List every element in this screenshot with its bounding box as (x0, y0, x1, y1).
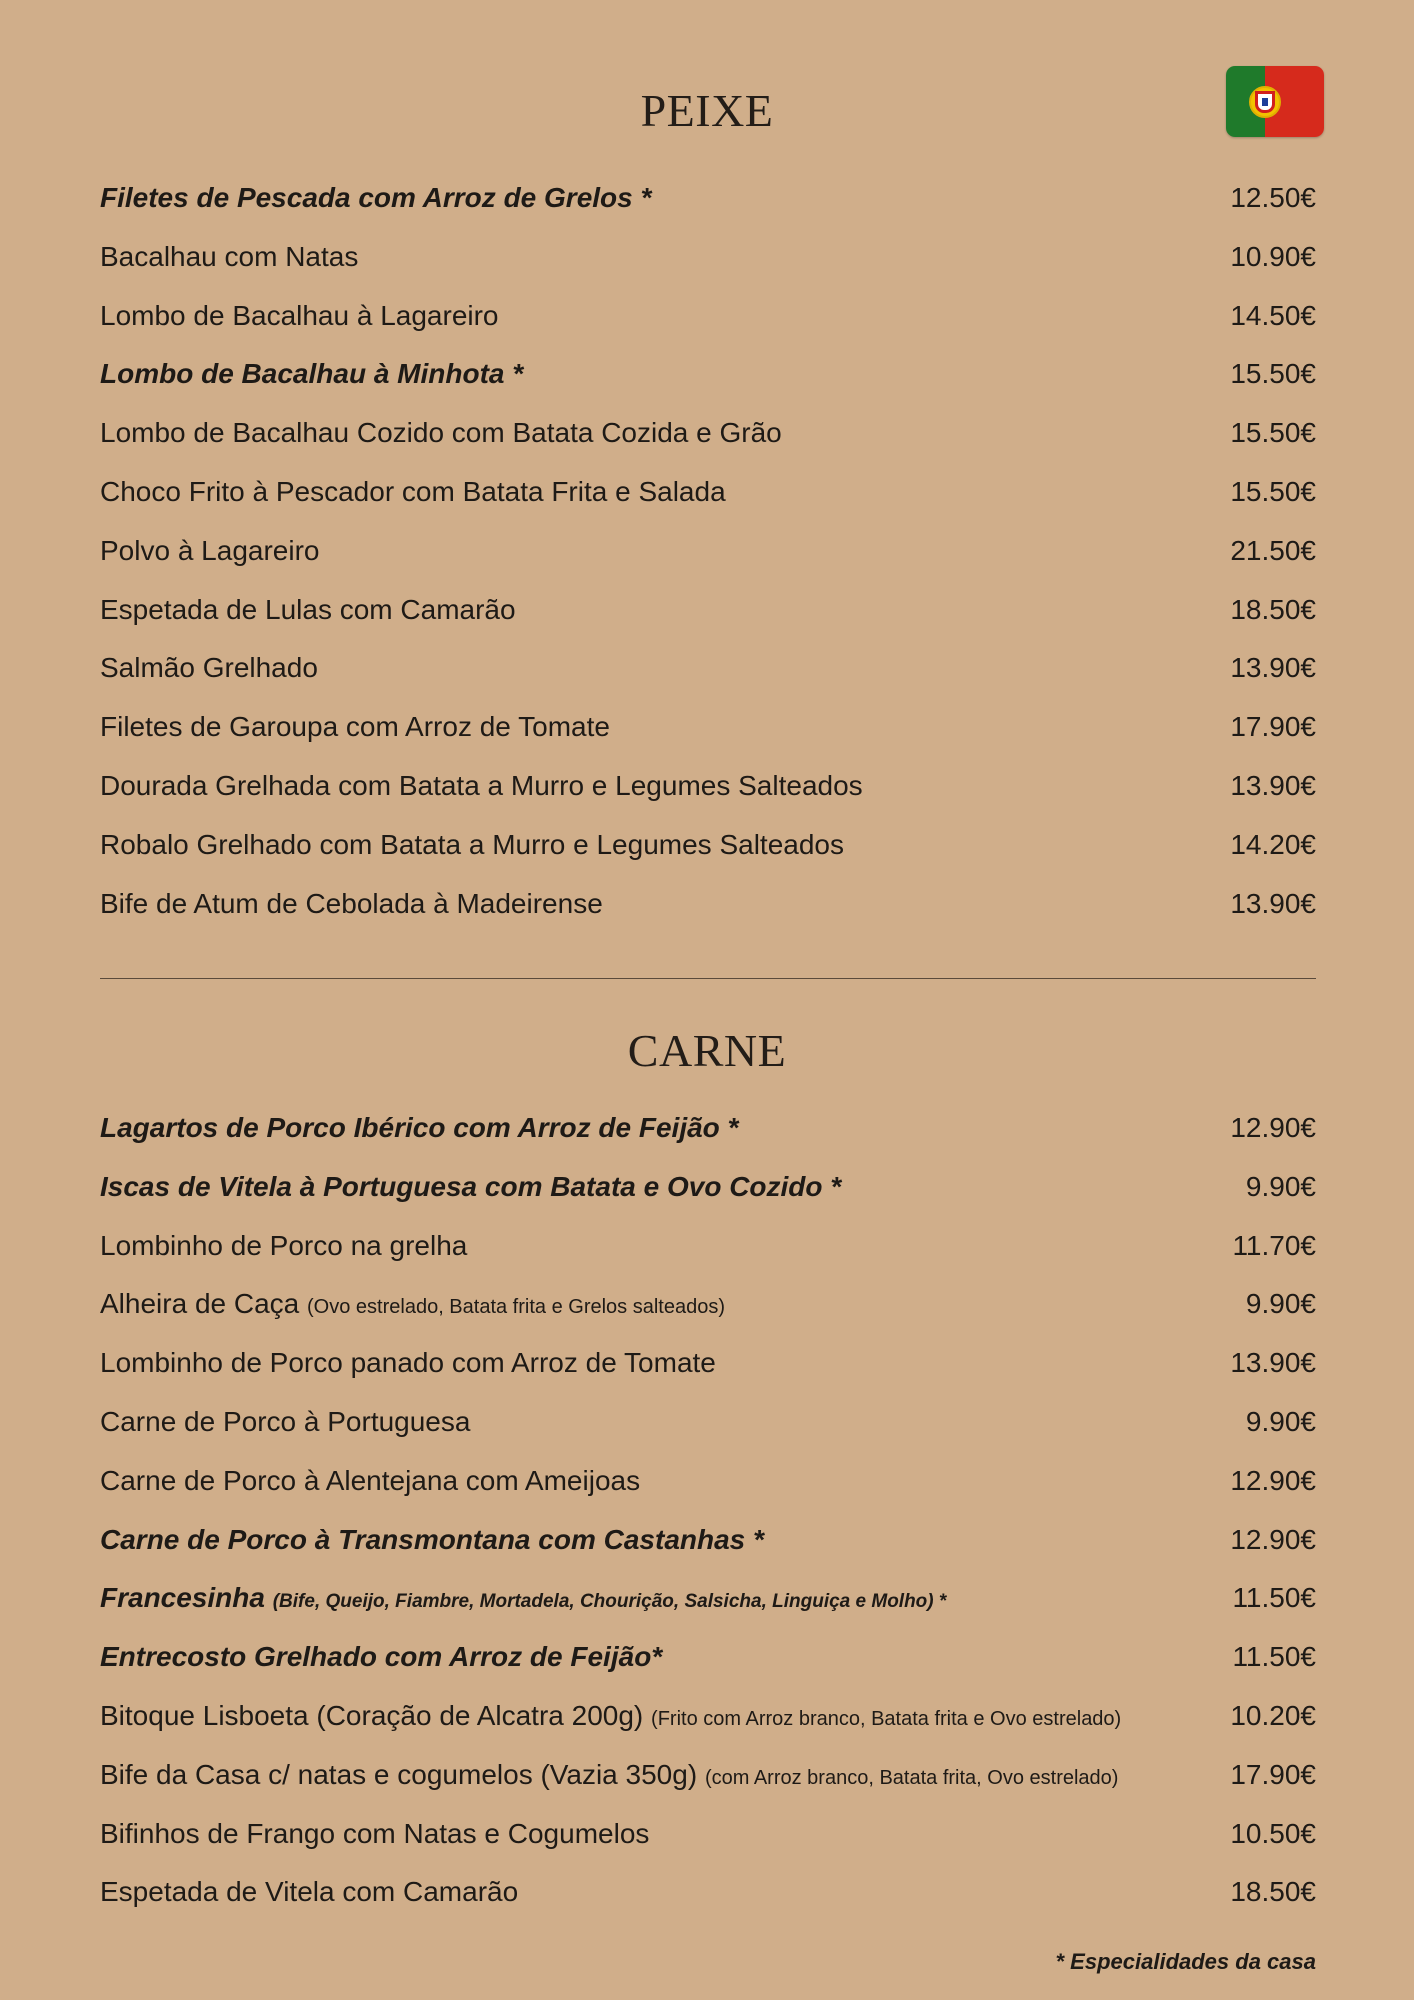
menu-item-price: 11.50€ (1232, 1582, 1316, 1614)
section-title-carne: CARNE (627, 1025, 787, 1076)
menu-item (100, 178, 1316, 237)
menu-item (100, 1402, 1316, 1461)
menu-item-name (100, 1520, 764, 1560)
menu-item-title: Espetada de Lulas com Camarão (100, 593, 516, 625)
menu-item-name (100, 707, 610, 747)
menu-item (100, 1814, 1316, 1873)
menu-item-price: 21.50€ (1230, 534, 1316, 566)
menu-item (100, 766, 1316, 825)
menu-item-name (100, 531, 319, 571)
menu-item (100, 1872, 1316, 1931)
section-divider (100, 978, 1316, 979)
menu-item-price: 12.50€ (1230, 182, 1316, 213)
menu-item-title: Carne de Porco à Transmontana com Castanhas * (100, 1523, 764, 1555)
menu-item (100, 1520, 1316, 1579)
menu-item-name (100, 1872, 518, 1912)
menu-item-name (100, 472, 726, 512)
menu-item-price: 9.90€ (1245, 1405, 1316, 1437)
menu-item (100, 531, 1316, 590)
menu-list-carne (100, 1108, 1316, 1931)
menu-item-name (100, 413, 782, 453)
specialties-footnote: * Especialidades da casa (1055, 1949, 1316, 1974)
menu-item-price: 17.90€ (1230, 1758, 1316, 1790)
menu-item (100, 1696, 1316, 1755)
menu-item-price: 18.50€ (1230, 593, 1316, 625)
menu-item-name (100, 1755, 1118, 1798)
menu-item-name (100, 1814, 649, 1854)
menu-item-note: (Frito com Arroz branco, Batata frita e Ovo estrelado) (651, 1707, 1122, 1730)
menu-item-note: (Bife, Queijo, Fiambre, Mortadela, Chourição, Salsicha, Linguiça e Molho) * (272, 1591, 947, 1613)
menu-item (100, 296, 1316, 355)
menu-item-title: Iscas de Vitela à Portuguesa com Batata e Ovo Cozido * (100, 1170, 842, 1202)
menu-item-title: Lombo de Bacalhau à Minhota * (100, 358, 524, 390)
menu-item-price: 9.90€ (1245, 1170, 1316, 1202)
menu-item-title: Carne de Porco à Portuguesa (100, 1405, 471, 1437)
menu-item-title: Lombo de Bacalhau Cozido com Batata Cozida e Grão (100, 417, 782, 449)
menu-item (100, 707, 1316, 766)
menu-item-title: Bife da Casa c/ natas e cogumelos (Vazia 350g) (100, 1758, 705, 1790)
menu-list-peixe (100, 178, 1316, 942)
menu-item (100, 237, 1316, 296)
menu-item-title: Dourada Grelhada com Batata a Murro e Legumes Salteados (100, 769, 863, 801)
menu-item (100, 1637, 1316, 1696)
menu-item-title: Filetes de Garoupa com Arroz de Tomate (100, 711, 610, 743)
menu-item-name (100, 1637, 662, 1677)
menu-item-title: Lagartos de Porco Ibérico com Arroz de Feijão * (100, 1112, 739, 1143)
menu-item-name (100, 1461, 640, 1501)
menu-item-price: 12.90€ (1230, 1112, 1316, 1143)
menu-item (100, 1226, 1316, 1285)
menu-item (100, 1284, 1316, 1343)
menu-item-name (100, 237, 358, 277)
menu-item-title: Alheira de Caça (100, 1288, 308, 1320)
menu-item-title: Salmão Grelhado (100, 652, 318, 684)
menu-item-name (100, 354, 523, 394)
menu-item-name (100, 1343, 716, 1383)
menu-item-name (100, 178, 651, 218)
menu-item (100, 1167, 1316, 1226)
menu-item-title: Lombo de Bacalhau à Lagareiro (100, 299, 499, 331)
menu-item-title: Bitoque Lisboeta (Coração de Alcatra 200g) (100, 1699, 652, 1731)
menu-item-name (100, 884, 603, 924)
menu-item-note: (Ovo estrelado, Batata frita e Grelos salteados) (307, 1296, 725, 1319)
menu-item (100, 1755, 1316, 1814)
menu-item (100, 825, 1316, 884)
menu-item-price: 10.50€ (1230, 1817, 1316, 1849)
menu-item-title: Carne de Porco à Alentejana com Ameijoas (100, 1464, 641, 1496)
menu-item (100, 1578, 1316, 1637)
menu-item-price: 15.50€ (1230, 417, 1316, 449)
menu-item (100, 354, 1316, 413)
menu-item-title: Espetada de Vitela com Camarão (100, 1876, 519, 1908)
menu-item-price: 13.90€ (1230, 652, 1316, 684)
menu-item (100, 413, 1316, 472)
menu-item-name (100, 590, 516, 630)
menu-item-name (100, 1402, 470, 1442)
menu-item-price: 13.90€ (1230, 1347, 1316, 1379)
menu-item-price: 10.20€ (1230, 1699, 1316, 1731)
menu-item-price: 15.50€ (1230, 358, 1316, 390)
section-title-peixe: PEIXE (640, 85, 774, 136)
menu-item-price: 17.90€ (1230, 711, 1316, 743)
menu-item-title: Lombinho de Porco panado com Arroz de Tomate (100, 1347, 716, 1379)
menu-item-name (100, 825, 844, 865)
menu-item-price: 11.50€ (1232, 1641, 1316, 1673)
menu-item-price: 14.20€ (1230, 828, 1316, 860)
menu-item-title: Entrecosto Grelhado com Arroz de Feijão* (100, 1641, 663, 1673)
menu-item (100, 648, 1316, 707)
menu-item-name (100, 1696, 1121, 1739)
menu-item-title: Bacalhau com Natas (100, 240, 359, 272)
menu-item-title: Polvo à Lagareiro (100, 534, 320, 566)
menu-item-name (100, 766, 863, 806)
menu-item-title: Bife de Atum de Cebolada à Madeirense (100, 887, 603, 919)
menu-item-note: (com Arroz branco, Batata frita, Ovo estrelado) (704, 1766, 1119, 1789)
menu-item-title: Francesinha (100, 1582, 273, 1614)
menu-item-name (100, 1167, 841, 1207)
menu-item-title: Filetes de Pescada com Arroz de Grelos * (100, 182, 652, 213)
menu-item-name (100, 1578, 946, 1622)
menu-item-price: 18.50€ (1230, 1876, 1316, 1908)
menu-item (100, 590, 1316, 649)
menu-item-title: Lombinho de Porco na grelha (100, 1229, 468, 1261)
menu-item-name (100, 296, 499, 336)
menu-item-name (100, 1284, 725, 1327)
menu-item (100, 884, 1316, 943)
menu-item (100, 1108, 1316, 1167)
menu-item-price: 12.90€ (1230, 1464, 1316, 1496)
menu-item-price: 9.90€ (1245, 1288, 1316, 1320)
menu-item-title: Bifinhos de Frango com Natas e Cogumelos (100, 1817, 650, 1849)
menu-item-price: 12.90€ (1230, 1523, 1316, 1555)
menu-item-name (100, 1108, 738, 1148)
menu-item-name (100, 648, 318, 688)
menu-item (100, 472, 1316, 531)
menu-item-name (100, 1226, 467, 1266)
menu-item (100, 1461, 1316, 1520)
menu-item-price: 13.90€ (1230, 887, 1316, 919)
menu-item-price: 14.50€ (1230, 299, 1316, 331)
menu-item (100, 1343, 1316, 1402)
menu-item-price: 11.70€ (1232, 1229, 1316, 1261)
menu-item-title: Choco Frito à Pescador com Batata Frita e Salada (100, 475, 726, 507)
menu-item-title: Robalo Grelhado com Batata a Murro e Legumes Salteados (100, 828, 844, 860)
menu-item-price: 10.90€ (1230, 240, 1316, 272)
menu-item-price: 15.50€ (1230, 475, 1316, 507)
menu-item-price: 13.90€ (1230, 769, 1316, 801)
